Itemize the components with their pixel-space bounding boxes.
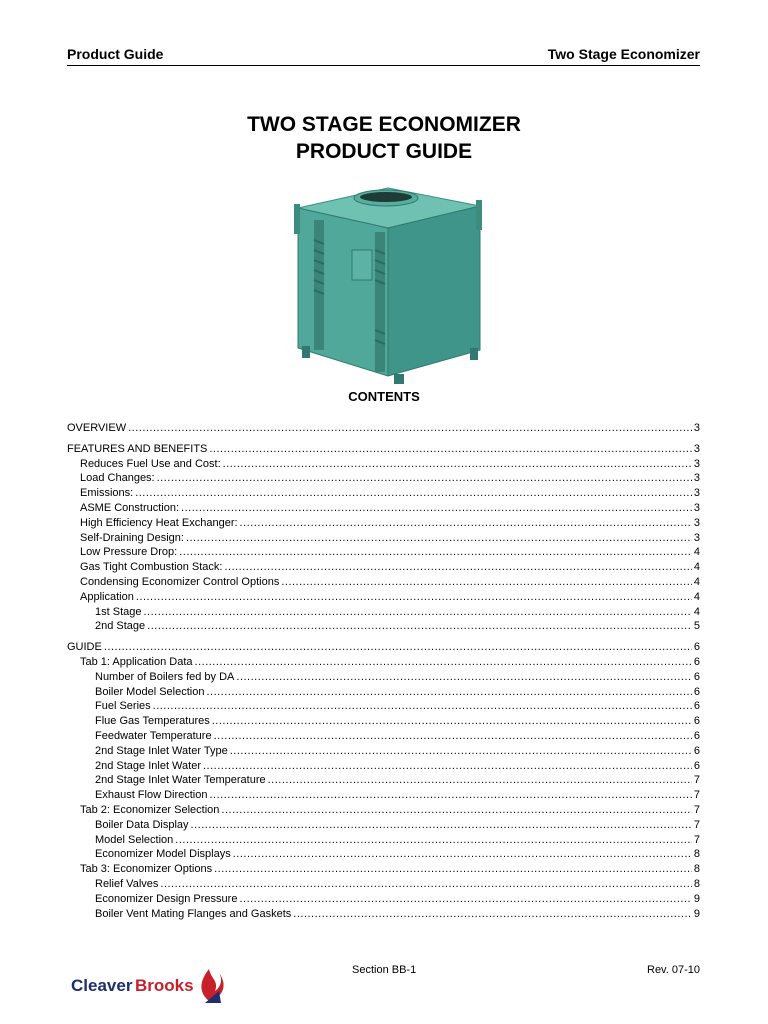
document-title-line-1: TWO STAGE ECONOMIZER [247, 113, 521, 136]
toc-entry[interactable] [67, 907, 700, 922]
toc-entry-page: 6 [693, 700, 700, 713]
toc-dot-leader [136, 590, 692, 605]
toc-entry[interactable] [67, 545, 700, 560]
toc-entry-title: Application [80, 590, 134, 603]
footer-section-number: Section BB-1 [352, 964, 417, 976]
toc-dot-leader [240, 516, 692, 531]
toc-entry-page: 7 [693, 789, 700, 802]
toc-entry-title: Gas Tight Combustion Stack: [80, 561, 223, 574]
toc-dot-leader [236, 670, 691, 685]
toc-entry-page: 6 [693, 685, 700, 698]
toc-entry[interactable] [67, 729, 700, 744]
toc-entry-title: Fuel Series [95, 700, 151, 713]
toc-entry[interactable] [67, 560, 700, 575]
document-title-line-2: PRODUCT GUIDE [295, 140, 473, 163]
toc-entry[interactable] [67, 759, 700, 774]
toc-entry-title: Flue Gas Temperatures [95, 715, 210, 728]
toc-entry[interactable] [67, 442, 700, 457]
toc-entry-title: Number of Boilers fed by DA [95, 670, 235, 683]
toc-dot-leader [157, 471, 692, 486]
toc-dot-leader [214, 729, 692, 744]
toc-dot-leader [186, 531, 692, 546]
toc-entry-title: Boiler Vent Mating Flanges and Gaskets [95, 907, 292, 920]
toc-dot-leader [268, 773, 692, 788]
toc-entry[interactable] [67, 714, 700, 729]
toc-dot-leader [210, 788, 692, 803]
toc-entry-page: 7 [693, 833, 700, 846]
toc-entry-title: 2nd Stage Inlet Water Type [95, 744, 228, 757]
toc-dot-leader [143, 605, 691, 620]
toc-entry[interactable] [67, 847, 700, 862]
toc-dot-leader [181, 501, 692, 516]
economizer-product-image [276, 180, 494, 390]
toc-entry-page: 3 [693, 516, 700, 529]
toc-entry-page: 7 [693, 774, 700, 787]
toc-dot-leader [233, 847, 692, 862]
toc-entry-title: Model Selection [95, 833, 174, 846]
toc-entry-title: GUIDE [67, 641, 102, 654]
toc-entry[interactable] [67, 699, 700, 714]
toc-entry-page: 4 [693, 561, 700, 574]
toc-entry-title: High Efficiency Heat Exchanger: [80, 516, 238, 529]
toc-entry-page: 4 [693, 605, 700, 618]
toc-entry-page: 3 [693, 487, 700, 500]
toc-entry-title: 1st Stage [95, 605, 142, 618]
toc-entry-title: OVERVIEW [67, 422, 127, 434]
toc-entry-title: Exhaust Flow Direction [95, 789, 208, 802]
toc-entry[interactable] [67, 833, 700, 848]
toc-dot-leader [223, 457, 692, 472]
toc-entry-page: 6 [693, 759, 700, 772]
toc-entry-title: 2nd Stage [95, 620, 146, 633]
cleaver-brooks-logo [69, 955, 229, 1005]
toc-entry-page: 8 [693, 863, 700, 876]
toc-entry-title: 2nd Stage Inlet Water Temperature [95, 774, 266, 787]
toc-entry-title: Economizer Model Displays [95, 848, 231, 861]
toc-entry-page: 4 [693, 590, 700, 603]
toc-entry[interactable] [67, 818, 700, 833]
toc-dot-leader [203, 759, 692, 774]
toc-entry-title: Reduces Fuel Use and Cost: [80, 457, 221, 470]
toc-entry-title: 2nd Stage Inlet Water [95, 759, 201, 772]
toc-entry[interactable] [67, 803, 700, 818]
svg-text:Brooks: Brooks [135, 976, 194, 995]
toc-entry[interactable] [67, 788, 700, 803]
toc-entry[interactable] [67, 892, 700, 907]
toc-entry-title: Tab 1: Application Data [80, 655, 193, 668]
toc-entry[interactable] [67, 486, 700, 501]
toc-entry[interactable] [67, 862, 700, 877]
toc-entry[interactable] [67, 471, 700, 486]
contents-heading: CONTENTS [348, 389, 420, 404]
toc-entry[interactable] [67, 457, 700, 472]
toc-entry-page: 6 [693, 744, 700, 757]
footer-revision: Rev. 07-10 [647, 964, 700, 976]
toc-entry-title: Tab 3: Economizer Options [80, 863, 213, 876]
toc-entry-page: 8 [693, 848, 700, 861]
toc-entry[interactable] [67, 575, 700, 590]
toc-entry[interactable] [67, 501, 700, 516]
toc-entry[interactable] [67, 640, 700, 655]
toc-entry[interactable] [67, 531, 700, 546]
toc-entry-title: Economizer Design Pressure [95, 892, 238, 905]
toc-entry-title: Feedwater Temperature [95, 729, 212, 742]
toc-dot-leader [191, 818, 692, 833]
toc-dot-leader [281, 575, 692, 590]
toc-entry-title: Boiler Data Display [95, 818, 189, 831]
toc-entry[interactable] [67, 655, 700, 670]
toc-dot-leader [239, 892, 691, 907]
toc-entry[interactable] [67, 685, 700, 700]
toc-entry-page: 3 [693, 457, 700, 470]
toc-entry-page: 3 [693, 501, 700, 514]
toc-dot-leader [195, 655, 692, 670]
toc-entry[interactable] [67, 421, 700, 436]
toc-entry-page: 3 [693, 531, 700, 544]
toc-entry-title: Load Changes: [80, 472, 155, 485]
toc-dot-leader [128, 421, 692, 436]
toc-entry-title: Condensing Economizer Control Options [80, 575, 280, 588]
toc-entry-page: 3 [693, 422, 700, 434]
toc-dot-leader [153, 699, 692, 714]
toc-entry-page: 6 [693, 641, 700, 654]
toc-entry[interactable] [67, 619, 700, 634]
toc-entry-title: Relief Valves [95, 877, 159, 890]
toc-entry-page: 4 [693, 575, 700, 588]
toc-dot-leader [147, 619, 692, 634]
toc-entry-title: Emissions: [80, 487, 134, 500]
toc-entry[interactable] [67, 670, 700, 685]
toc-dot-leader [104, 640, 692, 655]
toc-dot-leader [206, 685, 691, 700]
toc-entry-title: Boiler Model Selection [95, 685, 205, 698]
svg-text:Cleaver: Cleaver [71, 976, 133, 995]
toc-entry-page: 3 [693, 442, 700, 455]
toc-entry-page: 7 [693, 818, 700, 831]
toc-entry[interactable] [67, 590, 700, 605]
toc-entry-page: 6 [693, 715, 700, 728]
toc-entry-page: 9 [693, 892, 700, 905]
toc-dot-leader [221, 803, 691, 818]
table-of-contents [67, 421, 700, 921]
toc-entry-page: 3 [693, 472, 700, 485]
toc-entry[interactable] [67, 605, 700, 620]
toc-entry-page: 9 [693, 907, 700, 920]
toc-dot-leader [293, 907, 692, 922]
toc-entry-page: 6 [693, 655, 700, 668]
page-header [67, 45, 700, 66]
toc-dot-leader [214, 862, 692, 877]
toc-entry[interactable] [67, 773, 700, 788]
toc-dot-leader [135, 486, 692, 501]
toc-entry-page: 6 [693, 729, 700, 742]
toc-entry-title: Self-Draining Design: [80, 531, 184, 544]
toc-dot-leader [224, 560, 691, 575]
header-product-name: Two Stage Economizer [547, 46, 700, 62]
toc-entry-title: Low Pressure Drop: [80, 546, 178, 559]
toc-dot-leader [212, 714, 692, 729]
toc-entry-title: ASME Construction: [80, 501, 180, 514]
toc-entry[interactable] [67, 516, 700, 531]
toc-dot-leader [209, 442, 692, 457]
toc-entry-page: 5 [693, 620, 700, 633]
toc-dot-leader [175, 833, 692, 848]
toc-dot-leader [160, 877, 691, 892]
toc-entry-page: 8 [693, 877, 700, 890]
toc-entry[interactable] [67, 877, 700, 892]
toc-entry[interactable] [67, 744, 700, 759]
toc-entry-page: 4 [693, 546, 700, 559]
toc-dot-leader [179, 545, 692, 560]
toc-entry-page: 7 [693, 803, 700, 816]
toc-entry-page: 6 [693, 670, 700, 683]
toc-dot-leader [230, 744, 692, 759]
toc-entry-title: Tab 2: Economizer Selection [80, 803, 220, 816]
header-doc-type: Product Guide [67, 46, 164, 62]
toc-entry-title: FEATURES AND BENEFITS [67, 442, 208, 455]
